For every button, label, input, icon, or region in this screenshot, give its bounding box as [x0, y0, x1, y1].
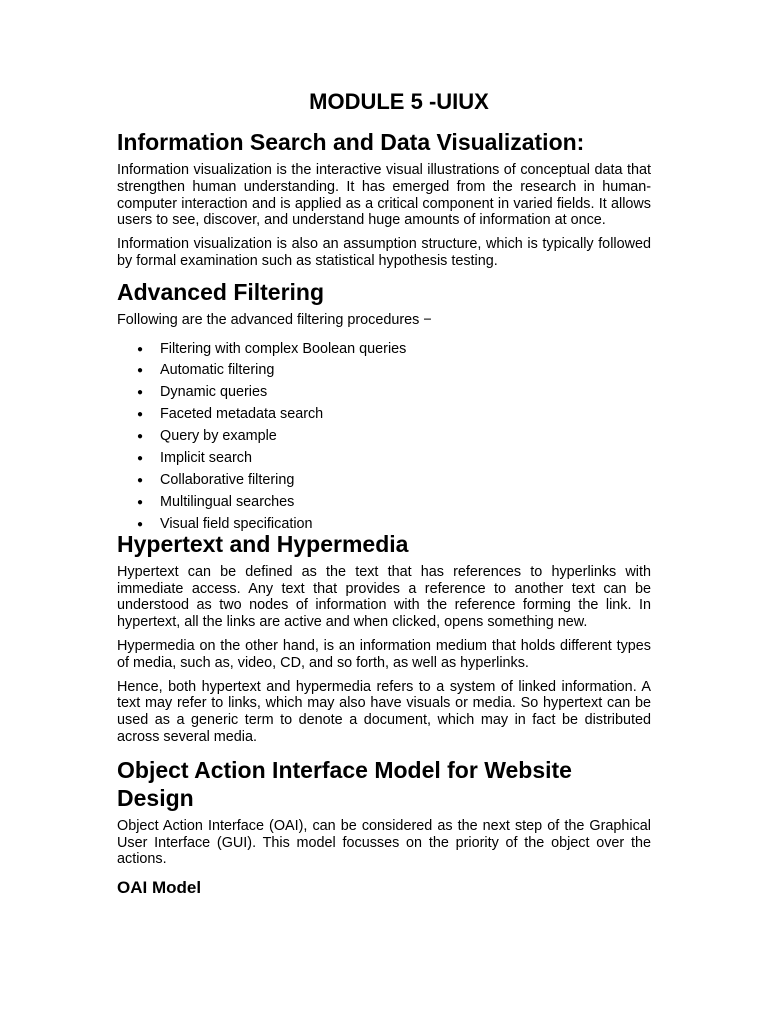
- section-heading-advanced-filtering: Advanced Filtering: [117, 278, 325, 305]
- paragraph: Hypermedia on the other hand, is an information medium that holds different types of media, such as, video, CD, and so forth, as well as hyperlinks.: [117, 637, 651, 671]
- paragraph: Information visualization is the interactive visual illustrations of conceptual data that strengthen human understanding. It has emerged from the research in human-computer interaction and is applied as a critical component in varied fields. It allows users to see, discover, and understand huge amounts of information at once.: [117, 162, 651, 229]
- list-item-text: Dynamic queries: [160, 384, 268, 401]
- bullet-icon: ●: [137, 343, 144, 355]
- paragraph: Hence, both hypertext and hypermedia refers to a system of linked information. A text may refer to links, which may also have visuals or media. So hypertext can be used as a generic term to denote a document, which may in fact be distributed across several media.: [117, 678, 651, 745]
- list-item: [137, 470, 651, 492]
- list-item-text: Query by example: [160, 428, 277, 445]
- section-heading-hypertext: Hypertext and Hypermedia: [117, 530, 409, 557]
- paragraph: Hypertext can be defined as the text that has references to hyperlinks with immediate access. Any text that provides a reference to another text can be understood as two nodes of information with the reference forming the link. In hypertext, all the links are active and when clicked, opens something new.: [117, 563, 651, 631]
- paragraph: Information visualization is also an assumption structure, which is typically followed by formal examination such as statistical hypothesis testing.: [117, 236, 651, 269]
- list-item: [137, 360, 651, 382]
- paragraph: Following are the advanced filtering procedures −: [117, 311, 432, 328]
- list-item-text: Faceted metadata search: [160, 406, 324, 423]
- list-item: [137, 448, 651, 470]
- subsection-heading-oai-model: OAI Model: [117, 878, 202, 898]
- list-item-text: Visual field specification: [160, 515, 313, 532]
- bullet-icon: ●: [137, 475, 144, 487]
- list-item: [137, 382, 651, 404]
- list-item-text: Automatic filtering: [160, 362, 275, 379]
- bullet-icon: ●: [137, 387, 144, 399]
- section-heading-info-search: Information Search and Data Visualization:: [117, 129, 585, 155]
- list-item-text: Multilingual searches: [160, 493, 295, 510]
- section-heading-oai: Object Action Interface Model for Website Design: [117, 756, 572, 811]
- filtering-list: [117, 339, 651, 536]
- list-item-text: Collaborative filtering: [160, 472, 295, 489]
- bullet-icon: ●: [137, 431, 144, 443]
- list-item: [137, 492, 651, 514]
- list-item: [137, 514, 651, 536]
- bullet-icon: ●: [137, 518, 144, 530]
- bullet-icon: ●: [137, 409, 144, 421]
- list-item-text: Implicit search: [160, 450, 252, 467]
- list-item-text: Filtering with complex Boolean queries: [160, 340, 407, 357]
- bullet-icon: ●: [137, 365, 144, 377]
- bullet-icon: ●: [137, 453, 144, 465]
- page-title: MODULE 5 -UIUX: [309, 89, 489, 114]
- list-item: [137, 404, 651, 426]
- bullet-icon: ●: [137, 496, 144, 508]
- list-item: [137, 426, 651, 448]
- list-item: [137, 339, 651, 361]
- paragraph: Object Action Interface (OAI), can be considered as the next step of the Graphical User Interface (GUI). This model focusses on the priority of the object over the actions.: [117, 817, 651, 868]
